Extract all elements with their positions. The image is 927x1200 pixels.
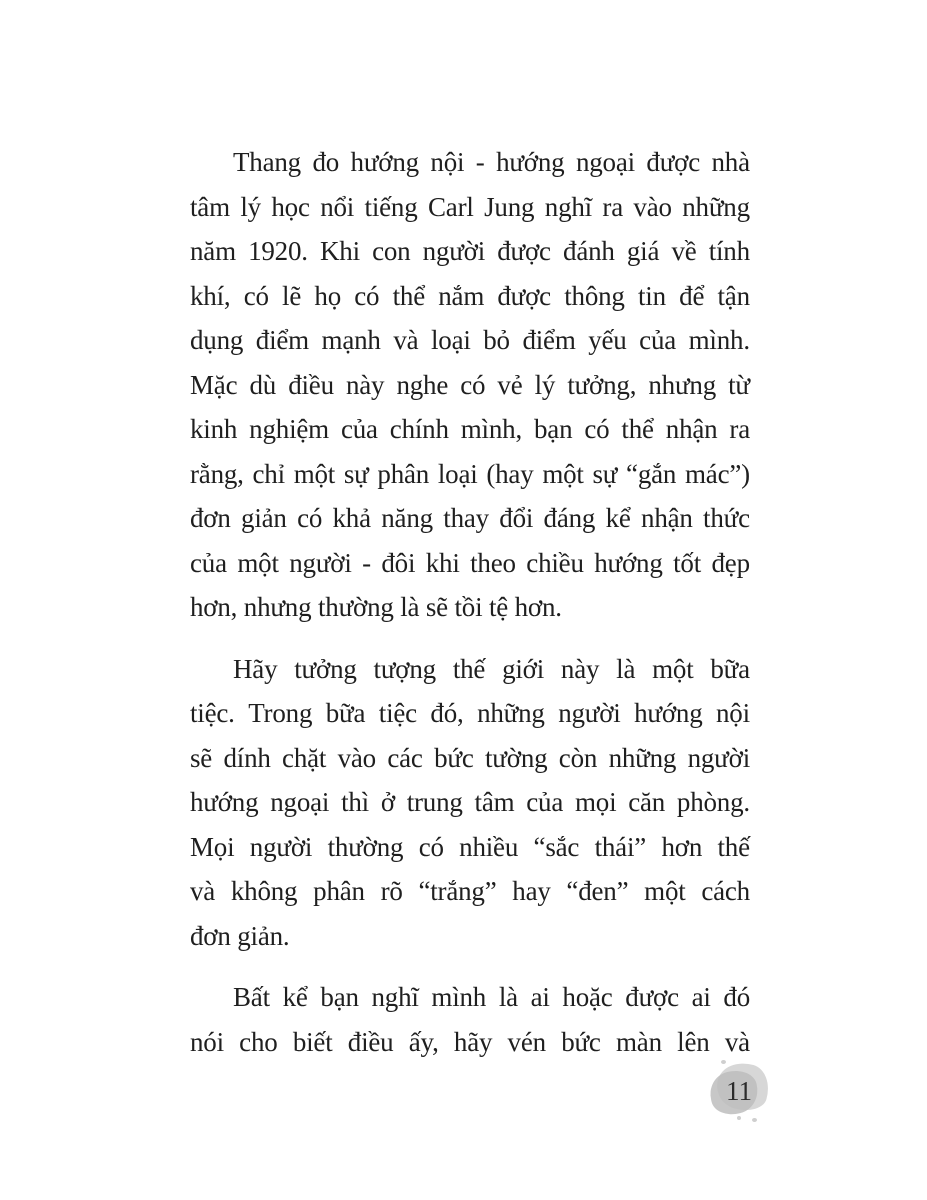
word: và	[724, 1026, 750, 1057]
word: có	[354, 280, 380, 311]
word: theo	[470, 547, 516, 578]
text-line	[190, 736, 750, 781]
word: Khi	[320, 236, 360, 266]
word: tưởng	[294, 653, 357, 684]
word: của	[340, 414, 378, 444]
word: ai	[691, 982, 711, 1012]
word: mọi	[574, 787, 617, 817]
word: khí,	[190, 280, 231, 311]
text-line	[190, 407, 750, 452]
word: kinh	[190, 414, 238, 444]
word: về	[671, 236, 697, 266]
word: chiều	[526, 547, 584, 578]
word: Trong	[248, 698, 313, 728]
word: ngoại	[270, 787, 330, 817]
word: mình.	[688, 325, 750, 355]
word: bạn	[320, 982, 359, 1012]
word: “đen”	[566, 876, 629, 906]
word: nghĩ	[544, 191, 592, 222]
word: được	[497, 280, 551, 311]
word: người	[289, 547, 352, 578]
word: điểm	[522, 325, 576, 355]
word: người	[687, 742, 750, 773]
word: ra	[729, 414, 750, 444]
word: tưởng,	[567, 369, 637, 400]
word: yếu	[588, 325, 627, 355]
text-line	[190, 318, 750, 363]
word: “trắng”	[418, 876, 497, 906]
word: vào	[337, 742, 376, 773]
word: những	[608, 742, 677, 773]
word: tâm	[190, 191, 230, 222]
word: hay	[512, 876, 551, 906]
word: thì	[341, 787, 369, 817]
word: Hãy	[233, 653, 278, 684]
word: đổi	[499, 503, 534, 533]
word: hãy	[453, 1026, 493, 1057]
word: tiệc	[378, 698, 417, 728]
word: hơn	[661, 831, 703, 862]
word: mạnh	[321, 325, 381, 355]
text-line	[190, 869, 750, 914]
text-line	[190, 825, 750, 870]
word: mình	[431, 982, 487, 1012]
word: Mọi	[190, 831, 235, 862]
word: đo	[312, 147, 340, 177]
word: sự	[343, 458, 369, 489]
word: điều	[347, 1026, 394, 1057]
word: còn	[558, 742, 598, 773]
word: “sắc	[533, 831, 580, 862]
word: một	[652, 653, 694, 684]
text-line	[190, 496, 750, 541]
word: -	[362, 547, 371, 578]
word: (hay	[486, 458, 534, 489]
word: thái”	[594, 831, 647, 862]
word: đánh	[563, 236, 615, 266]
word: nhưng	[648, 369, 717, 400]
word: tiếng	[364, 191, 418, 222]
word: giá	[626, 236, 660, 266]
word: hướng	[594, 547, 663, 578]
text-block	[190, 140, 750, 1064]
page-number: 11	[726, 1075, 752, 1106]
word: hướng	[190, 787, 259, 817]
word: Thang	[233, 147, 301, 177]
word: giản	[241, 503, 287, 533]
word: họ	[314, 280, 341, 311]
word: người	[422, 236, 486, 266]
word: nhận	[641, 503, 693, 533]
word: là	[498, 982, 518, 1012]
word: thể	[392, 280, 425, 311]
word: là	[616, 653, 636, 684]
word: đôi	[381, 547, 416, 578]
text-line: hơn, nhưng thường là sẽ tồi tệ hơn.	[190, 592, 562, 622]
word: dính	[223, 742, 271, 773]
word: nghe	[396, 369, 449, 400]
word: có	[418, 831, 444, 862]
word: khả	[332, 503, 371, 533]
text-line	[190, 780, 750, 825]
word: vén	[507, 1026, 546, 1057]
word: dù	[249, 369, 277, 400]
word: lên	[677, 1026, 710, 1057]
word: 1920.	[248, 236, 308, 266]
word: đẹp	[711, 547, 750, 578]
word: đơn	[190, 503, 231, 533]
word: rằng,	[190, 458, 244, 489]
word: năm	[190, 236, 236, 266]
word: bạn	[533, 414, 573, 444]
word: thế	[452, 653, 486, 684]
word: -	[475, 147, 485, 177]
word: nhiều	[459, 831, 519, 862]
word: mác”)	[684, 458, 750, 489]
word: của	[526, 787, 564, 817]
word: nội	[716, 698, 750, 728]
word: tượng	[373, 653, 436, 684]
word: để	[679, 280, 705, 311]
word: hướng	[496, 147, 565, 177]
word: nội	[430, 147, 465, 177]
word: hoặc	[562, 982, 613, 1012]
word: phòng.	[676, 787, 750, 817]
word: tiệc.	[190, 698, 235, 728]
word: mình,	[460, 414, 523, 444]
word: và	[190, 876, 216, 906]
word: sẽ	[190, 742, 213, 773]
word: điểm	[255, 325, 309, 355]
word: con	[372, 236, 411, 266]
paragraph	[190, 975, 750, 1064]
word: không	[230, 876, 298, 906]
text-line	[190, 229, 750, 274]
word: được	[497, 236, 551, 266]
text-line	[190, 140, 750, 185]
word: có	[460, 369, 486, 400]
word: lý	[240, 191, 261, 222]
word: một	[644, 876, 686, 906]
word: giới	[502, 653, 545, 684]
word: nổi	[320, 191, 355, 222]
word: này	[560, 653, 600, 684]
word: Bất	[233, 982, 270, 1012]
text-line	[190, 452, 750, 497]
word: rõ	[380, 876, 403, 906]
text-line	[190, 691, 750, 736]
word: một	[542, 458, 584, 489]
word: “gắn	[626, 458, 677, 489]
word: chính	[389, 414, 449, 444]
word: cho	[239, 1026, 278, 1057]
word: chỉ	[252, 458, 285, 489]
text-line	[190, 185, 750, 230]
word: trung	[406, 787, 463, 817]
word: phân	[377, 458, 430, 489]
word: thông	[564, 280, 625, 311]
word: vào	[633, 191, 672, 222]
word: vẻ	[497, 369, 523, 400]
word: tường	[485, 742, 548, 773]
word: loại	[437, 458, 478, 489]
word: thường	[327, 831, 404, 862]
word: này	[345, 369, 385, 400]
word: tốt	[673, 547, 702, 578]
word: tin	[638, 280, 666, 311]
word: ra	[602, 191, 623, 222]
word: nghĩ	[371, 982, 419, 1012]
word: Mặc	[190, 369, 238, 400]
text-line	[190, 647, 750, 692]
word: nhà	[711, 147, 750, 177]
word: thay	[443, 503, 489, 533]
word: ấy,	[408, 1026, 439, 1057]
word: Jung	[484, 191, 535, 222]
word: một	[237, 547, 279, 578]
word: bữa	[325, 698, 366, 728]
word: bỏ	[483, 325, 510, 355]
word: khi	[425, 547, 460, 578]
text-line: đơn giản.	[190, 920, 290, 951]
word: nhận	[665, 414, 718, 444]
word: màn	[616, 1026, 662, 1057]
word: Carl	[427, 191, 474, 222]
word: thế	[717, 831, 750, 862]
text-line	[190, 1020, 750, 1065]
word: những	[477, 698, 545, 728]
word: của	[639, 325, 677, 355]
word: kể	[282, 982, 308, 1012]
word: lẽ	[282, 280, 302, 311]
word: tận	[717, 280, 750, 311]
word: có	[243, 280, 269, 311]
page-number-badge	[707, 1061, 771, 1123]
word: ở	[380, 787, 395, 817]
word: và	[393, 325, 419, 355]
word: tâm	[474, 787, 515, 817]
word: được	[646, 147, 701, 177]
word: dụng	[190, 325, 244, 355]
word: đó	[723, 982, 750, 1012]
word: bức	[434, 742, 474, 773]
word: tính	[708, 236, 750, 266]
word: loại	[430, 325, 471, 355]
text-line	[190, 274, 750, 319]
word: bữa	[710, 653, 750, 684]
word: cách	[701, 876, 750, 906]
word: hướng	[634, 698, 703, 728]
word: hướng	[350, 147, 419, 177]
word: đó,	[430, 698, 464, 728]
word: người	[249, 831, 313, 862]
word: năng	[381, 503, 433, 533]
word: người	[558, 698, 621, 728]
word: những	[682, 191, 750, 222]
text-line	[190, 975, 750, 1020]
text-line	[190, 363, 750, 408]
word: một	[293, 458, 336, 489]
word: thức	[703, 503, 750, 533]
word: của	[190, 547, 227, 578]
word: bức	[561, 1026, 601, 1057]
word: từ	[728, 369, 750, 400]
word: học	[271, 191, 310, 222]
word: đáng	[543, 503, 596, 533]
word: phân	[313, 876, 365, 906]
word: điều	[288, 369, 334, 400]
word: chặt	[282, 742, 327, 773]
word: nghiệm	[249, 414, 329, 444]
word: có	[297, 503, 323, 533]
paragraph	[190, 140, 750, 630]
word: được	[625, 982, 679, 1012]
word: thể	[621, 414, 654, 444]
word: sự	[592, 458, 618, 489]
word: kể	[605, 503, 631, 533]
word: lý	[534, 369, 556, 400]
word: ai	[530, 982, 550, 1012]
word: nói	[190, 1026, 224, 1057]
word: biết	[292, 1026, 333, 1057]
word: ngoại	[575, 147, 635, 177]
word: có	[584, 414, 610, 444]
word: căn	[628, 787, 666, 817]
word: các	[387, 742, 423, 773]
paragraph	[190, 647, 750, 959]
text-line	[190, 541, 750, 586]
word: nắm	[438, 280, 485, 311]
